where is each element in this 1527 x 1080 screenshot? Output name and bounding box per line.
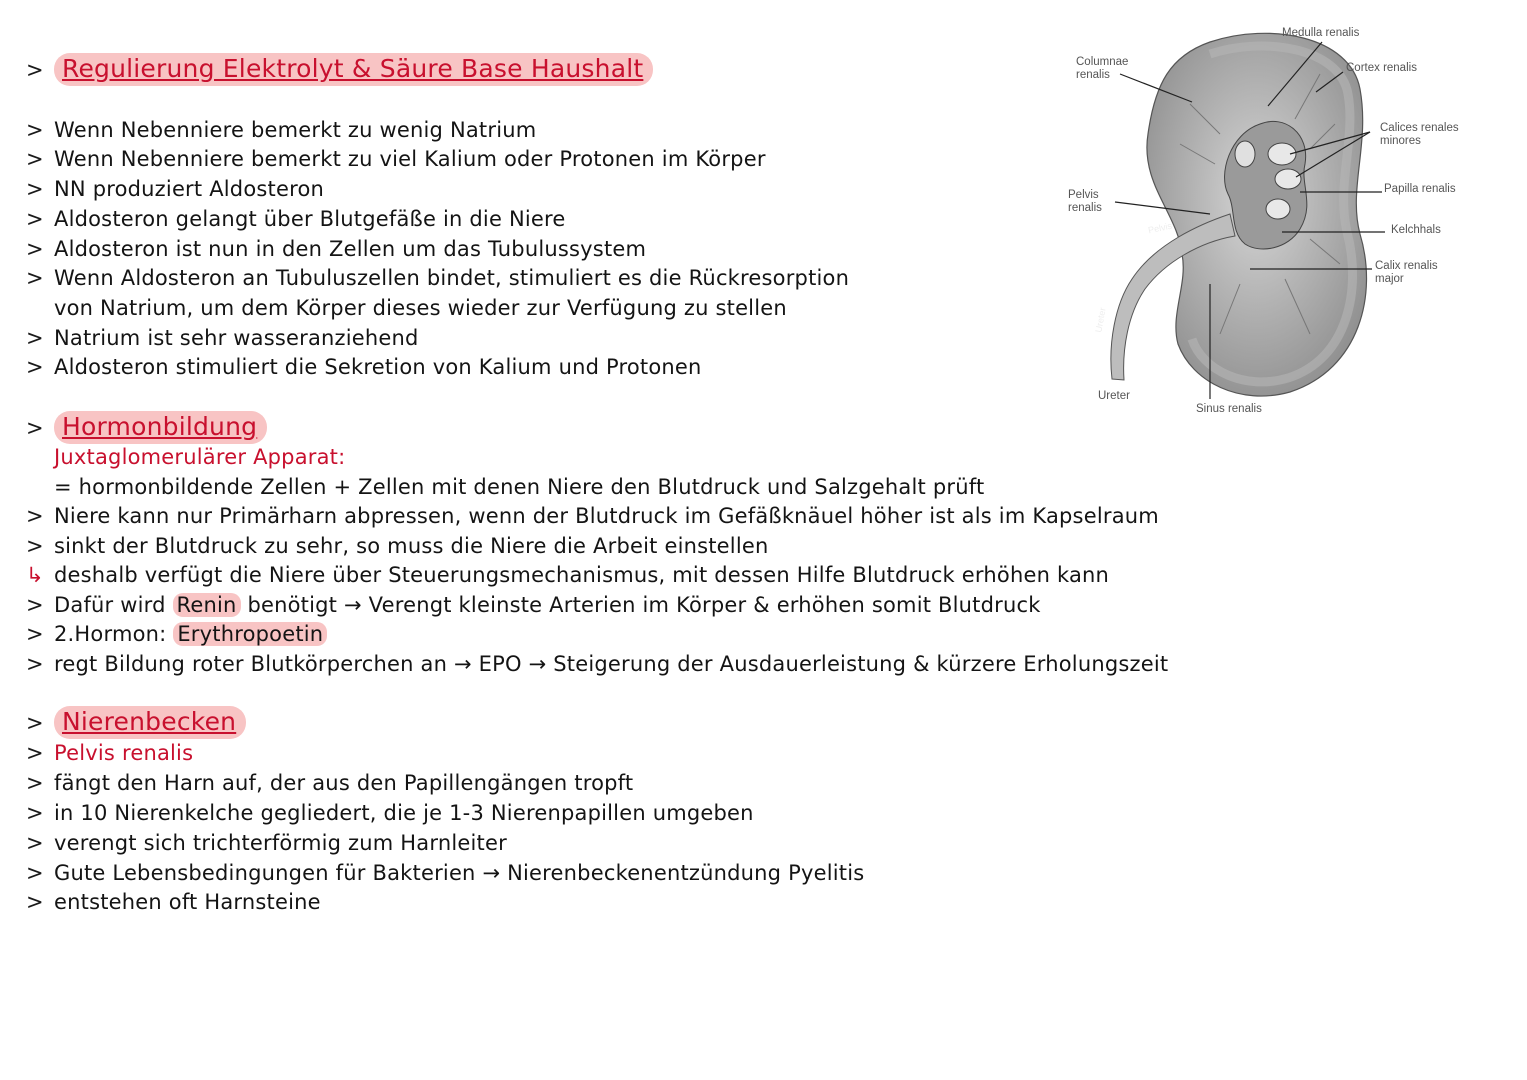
return-arrow-icon: ↳ [26, 563, 44, 587]
bullet-icon: > [26, 831, 44, 855]
section2-definition: = hormonbildende Zellen + Zellen mit denen Niere den Blutdruck und Salzgehalt prüft [54, 475, 985, 499]
label-inner-pelvis: Pelvis [1147, 220, 1173, 236]
label-columnae: Columnae [1076, 56, 1129, 68]
section1-heading: Regulierung Elektrolyt & Säure Base Haushalt [54, 53, 653, 86]
list-item: > sinkt der Blutdruck zu sehr, so muss die Niere die Arbeit einstellen [26, 534, 769, 558]
bullet-icon: > [26, 861, 44, 885]
label-columnae-2: renalis [1076, 69, 1110, 81]
list-item: ↳ deshalb verfügt die Niere über Steuerungsmechanismus, mit dessen Hilfe Blutdruck erhöhen kann [26, 563, 1110, 587]
list-item: > NN produziert Aldosteron [26, 177, 325, 201]
bullet-icon: > [26, 177, 44, 201]
section2-subheading: Juxtaglomerulärer Apparat: [54, 445, 346, 469]
section2-heading-line [26, 412, 267, 441]
kidney-illustration [1060, 14, 1480, 424]
list-item: > fängt den Harn auf, der aus den Papillengängen tropft [26, 771, 634, 795]
list-item: > regt Bildung roter Blutkörperchen an → EPO → Steigerung der Ausdauerleistung & kürzere Erholungszeit [26, 652, 1169, 676]
list-item: > 2.Hormon: Erythropoetin [26, 622, 327, 646]
list-item: > Aldosteron ist nun in den Zellen um das Tubulussystem [26, 237, 647, 261]
list-item: > Aldosteron gelangt über Blutgefäße in die Niere [26, 207, 566, 231]
bullet-icon: > [26, 118, 44, 142]
label-medulla: Medulla renalis [1282, 27, 1360, 39]
label-calices: Calices renales [1380, 122, 1459, 134]
list-item: > Niere kann nur Primärharn abpressen, wenn der Blutdruck im Gefäßknäuel höher ist als im Kapselraum [26, 504, 1159, 528]
bullet-icon: > [26, 771, 44, 795]
bullet-icon: > [26, 890, 44, 914]
label-calix: Calix renalis [1375, 260, 1438, 272]
section1-heading-line [26, 54, 653, 83]
label-papilla: Papilla renalis [1384, 183, 1456, 195]
bullet-icon: > [26, 326, 44, 350]
bullet-icon: > [26, 355, 44, 379]
bullet-icon: > [26, 147, 44, 171]
label-ureter: Ureter [1098, 390, 1130, 402]
list-item: > entstehen oft Harnsteine [26, 890, 321, 914]
kidney-diagram [1060, 14, 1480, 424]
renin-highlight: Renin [173, 593, 241, 617]
section3-heading-line [26, 707, 246, 736]
bullet-icon: > [26, 266, 44, 290]
bullet-icon: > [26, 207, 44, 231]
label-pelvis-2: renalis [1068, 202, 1102, 214]
label-calices-2: minores [1380, 135, 1421, 147]
label-inner-ureter: Ureter [1093, 306, 1108, 334]
bullet-icon: > [26, 504, 44, 528]
erythropoetin-highlight: Erythropoetin [173, 622, 327, 646]
bullet-icon: > [26, 622, 44, 646]
bullet-icon: > [26, 711, 44, 735]
label-pelvis: Pelvis [1068, 189, 1099, 201]
list-item: > Aldosteron stimuliert die Sekretion von Kalium und Protonen [26, 355, 702, 379]
list-item: > Natrium ist sehr wasseranziehend [26, 326, 419, 350]
section3-subheading: > Pelvis renalis [26, 741, 194, 765]
label-calix-2: major [1375, 273, 1404, 285]
bullet-icon: > [26, 416, 44, 440]
list-item: > in 10 Nierenkelche gegliedert, die je 1-3 Nierenpapillen umgeben [26, 801, 754, 825]
label-sinus: Sinus renalis [1196, 403, 1262, 415]
list-item-continuation: von Natrium, um dem Körper dieses wieder zur Verfügung zu stellen [54, 296, 787, 320]
section3-heading: Nierenbecken [54, 706, 246, 739]
list-item: > Wenn Nebenniere bemerkt zu viel Kalium oder Protonen im Körper [26, 147, 766, 171]
section2-heading: Hormonbildung [54, 411, 267, 444]
list-item: > Wenn Aldosteron an Tubuluszellen bindet, stimuliert es die Rückresorption [26, 266, 850, 290]
bullet-icon: > [26, 801, 44, 825]
bullet-icon: > [26, 58, 44, 82]
list-item: > Gute Lebensbedingungen für Bakterien → Nierenbeckenentzündung Pyelitis [26, 861, 865, 885]
bullet-icon: > [26, 534, 44, 558]
bullet-icon: > [26, 593, 44, 617]
bullet-icon: > [26, 741, 44, 765]
label-cortex: Cortex renalis [1346, 62, 1417, 74]
list-item: > Wenn Nebenniere bemerkt zu wenig Natrium [26, 118, 537, 142]
label-kelchhals: Kelchhals [1391, 224, 1441, 236]
list-item: > Dafür wird Renin benötigt → Verengt kleinste Arterien im Körper & erhöhen somit Blutdruck [26, 593, 1041, 617]
bullet-icon: > [26, 237, 44, 261]
list-item: > verengt sich trichterförmig zum Harnleiter [26, 831, 507, 855]
bullet-icon: > [26, 652, 44, 676]
